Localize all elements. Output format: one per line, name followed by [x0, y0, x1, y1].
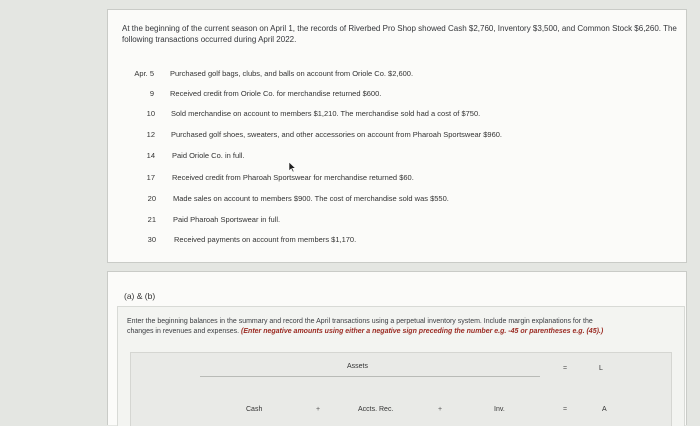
instruction-text: Enter the beginning balances in the summary and record the April transactions using a perpetual inventory system. Include margin explanations for the changes in revenues and expenses.	[127, 318, 593, 335]
instructions	[127, 317, 607, 336]
transaction-text: Received credit from Oriole Co. for merchandise returned $600.	[170, 89, 382, 98]
column-header-accts-rec: Accts. Rec.	[358, 406, 394, 413]
assets-underline	[200, 376, 540, 377]
transaction-row	[108, 109, 686, 121]
problem-intro: At the beginning of the current season on April 1, the records of Riverbed Pro Shop showed Cash $2,760, Inventory $3,500, and Common Stock $6,260. The following transactions occurred during April 2022.	[122, 24, 677, 44]
instruction-hint: (Enter negative amounts using either a negative sign preceding the number e.g. -45 or parentheses e.g. (45).)	[241, 327, 604, 335]
transaction-text: Paid Pharoah Sportswear in full.	[173, 215, 281, 224]
column-header-cash: Cash	[246, 406, 263, 413]
transaction-row	[108, 69, 686, 81]
transaction-date: Apr. 5	[134, 69, 154, 78]
equals-sign: =	[563, 406, 568, 413]
transaction-date: 21	[147, 215, 156, 224]
accounting-equation-worksheet	[130, 352, 672, 426]
transaction-date: 30	[147, 235, 156, 244]
transaction-date: 12	[146, 130, 155, 139]
transaction-list	[108, 10, 686, 262]
assets-heading: Assets	[347, 363, 369, 370]
transaction-row	[108, 130, 686, 142]
transaction-row	[108, 215, 686, 227]
transaction-row	[108, 173, 686, 185]
transaction-date: 17	[146, 173, 155, 182]
liabilities-heading: L	[599, 365, 603, 372]
transaction-text: Sold merchandise on account to members $1,210. The merchandise sold had a cost of $750.	[171, 109, 481, 118]
transaction-row	[108, 151, 686, 163]
plus-sign: +	[438, 406, 443, 413]
transaction-text: Received credit from Pharoah Sportswear for merchandise returned $60.	[172, 173, 414, 182]
transaction-row	[108, 89, 686, 101]
column-header-inv: Inv.	[494, 406, 505, 413]
transaction-date: 10	[146, 109, 155, 118]
transaction-date: 14	[146, 151, 155, 160]
transaction-row	[108, 235, 686, 247]
transaction-row	[108, 194, 686, 206]
answer-panel	[107, 271, 687, 425]
column-header-equity-initial: A	[602, 406, 607, 413]
problem-panel	[107, 9, 687, 263]
transaction-text: Purchased golf bags, clubs, and balls on account from Oriole Co. $2,600.	[170, 69, 414, 78]
transaction-date: 9	[149, 89, 154, 98]
plus-sign: +	[316, 406, 321, 413]
part-label: (a) & (b)	[124, 291, 156, 301]
transaction-text: Made sales on account to members $900. The cost of merchandise sold was $550.	[173, 194, 449, 203]
transaction-date: 20	[147, 194, 156, 203]
transaction-text: Received payments on account from members $1,170.	[174, 235, 357, 244]
equals-sign: =	[563, 365, 568, 372]
mouse-cursor-icon	[288, 162, 296, 172]
transaction-text: Paid Oriole Co. in full.	[172, 151, 245, 160]
transaction-text: Purchased golf shoes, sweaters, and other accessories on account from Pharoah Sportswear $960.	[171, 130, 503, 139]
